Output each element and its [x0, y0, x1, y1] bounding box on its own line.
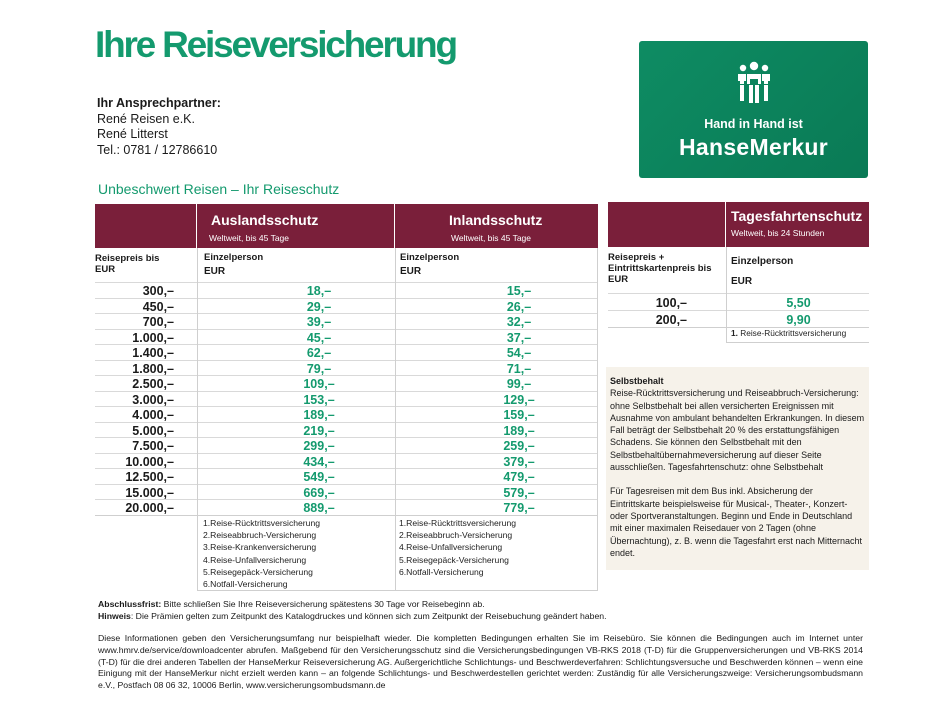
ausland-person-label: Einzelperson [204, 252, 264, 263]
logo-brand: HanseMerkur [678, 134, 829, 160]
price-cell: 300,– [142, 284, 174, 298]
inland-price-cell: 779,– [503, 501, 535, 515]
column-divider [395, 248, 396, 590]
ausland-header [95, 204, 196, 248]
ausland-price-cell: 189,– [303, 408, 335, 422]
price-cell: 4.000,– [132, 408, 174, 422]
tages-row [608, 310, 869, 327]
selbstbehalt-text: Reise-Rücktrittsversicherung und Reiseabbruch-Versicherung: ohne Selbstbehalt bei allen versicherten Ereignissen mit Ausnahme von ambulant behandelten Erkrankungen. In diesem Fall beträgt der Selbstbehalt 20 % des erstattungsfähigen Schadens. Sie können den Selbstbehalt mit den Selbstbehaltübernahmeversicherung auf dieser Seite ausschließen. Tagesfahrtenschutz: ohne Selbstbehalt [610, 388, 865, 473]
inland-price-cell: 32,– [506, 315, 532, 329]
table-row [95, 344, 598, 360]
tages-coverage-item [731, 327, 846, 339]
price-cell: 1.800,– [132, 361, 174, 376]
column-divider [197, 248, 198, 590]
coverage-item: 1.Reise-Rücktrittsversicherung [203, 518, 321, 528]
inland-price-cell: 15,– [506, 284, 532, 298]
tages-table-body [608, 293, 869, 327]
ausland-header-cell [197, 204, 394, 248]
price-cell: 15.000,– [125, 485, 174, 500]
ausland-currency-label: EUR [204, 266, 226, 277]
table-row [95, 298, 598, 314]
abschluss-text: Bitte schließen Sie Ihre Reiseversicherung spätestens 30 Tage vor Reisebeginn ab. [161, 599, 485, 609]
tages-title: Tagesfahrtenschutz [731, 208, 863, 224]
hinweis-text: : Die Prämien gelten zum Zeitpunkt des Katalogdruckes und können sich zum Zeitpunkt der Reisebuchung geändert haben. [130, 610, 607, 621]
inland-currency-label: EUR [400, 266, 422, 277]
contact-company: René Reisen e.K. [97, 111, 195, 126]
price-cell: 10.000,– [125, 454, 174, 469]
ausland-price-cell: 549,– [303, 470, 335, 484]
ausland-price-cell: 669,– [303, 485, 335, 500]
contact-label: Ihr Ansprechpartner: [97, 96, 221, 110]
ausland-price-cell: 45,– [306, 330, 332, 345]
table-row [95, 313, 598, 329]
price-cell: 12.500,– [125, 470, 174, 484]
coverage-item: 2.Reiseabbruch-Versicherung [399, 530, 513, 541]
inland-person-label: Einzelperson [400, 252, 460, 263]
ausland-price-cell: 29,– [306, 299, 332, 314]
ausland-title: Auslandsschutz [211, 212, 319, 228]
table-row [95, 406, 598, 422]
inland-price-cell: 159,– [503, 408, 535, 422]
inland-header-cell [395, 204, 598, 248]
tages-price-cell: 100,– [655, 296, 687, 310]
table-row [95, 391, 598, 407]
price-cell: 3.000,– [132, 392, 174, 407]
ausland-subtitle: Weltweit, bis 45 Tage [209, 233, 290, 243]
table-row [95, 282, 598, 298]
coverage-item: 6.Notfall-Versicherung [399, 566, 484, 577]
inland-price-cell: 479,– [503, 470, 535, 484]
page-title: Ihre Reiseversicherung [95, 24, 456, 65]
hansemerkur-logo [639, 41, 868, 178]
inland-subtitle: Weltweit, bis 45 Tage [451, 233, 532, 243]
table-row [95, 375, 598, 391]
tages-item-number: 1. [731, 328, 738, 338]
section-subtitle: Unbeschwert Reisen – Ihr Reiseschutz [98, 181, 340, 197]
tages-row [608, 293, 869, 310]
inland-coverage-list [399, 517, 516, 578]
tages-item-text: Reise-Rücktrittsversicherung [740, 328, 847, 338]
table-row [95, 437, 598, 453]
inland-price-cell: 71,– [506, 361, 532, 376]
table-divider [95, 515, 598, 516]
tagesreisen-text: Für Tagesreisen mit dem Bus inkl. Absicherung der Eintrittskarte beispielsweise für Musical-, Theater-, Konzert- oder Sportveranstaltungen. Beginn und Ende in Deutschland mit einer maximalen Reisedauer von 2 Tagen (ohne Übernachtung), z. B. wenn die Tagesfahrt erst nach Mitternacht endet. [610, 486, 862, 558]
table-row [95, 468, 598, 484]
table-row [95, 360, 598, 376]
tages-column-divider [726, 247, 727, 342]
coverage-item: 3.Reise-Krankenversicherung [203, 542, 317, 553]
table-row [95, 329, 598, 345]
ausland-price-cell: 79,– [306, 361, 332, 376]
table-row [95, 499, 598, 515]
inland-price-cell: 579,– [503, 485, 535, 500]
ausland-price-cell: 39,– [306, 315, 332, 329]
coverage-item: 4.Reise-Unfallversicherung [399, 542, 503, 553]
ausland-coverage-list [203, 517, 320, 590]
tages-price-label: Reisepreis + Eintrittskartenpreis bis EUR [608, 252, 712, 285]
hinweis-label: Hinweis [98, 610, 131, 621]
notes-block [98, 599, 607, 622]
hand-in-hand-icon [733, 61, 775, 105]
tages-value-cell: 5,50 [786, 296, 811, 310]
price-cell: 5.000,– [132, 423, 174, 438]
ausland-price-cell: 153,– [303, 392, 335, 407]
table-row [95, 453, 598, 469]
inland-price-cell: 26,– [506, 299, 532, 314]
ausland-price-cell: 889,– [303, 501, 335, 515]
coverage-item: 4.Reise-Unfallversicherung [203, 554, 307, 565]
inland-price-cell: 54,– [506, 346, 532, 360]
inland-price-cell: 189,– [503, 423, 535, 438]
inland-price-cell: 379,– [503, 454, 535, 469]
ausland-price-cell: 434,– [303, 454, 335, 469]
price-cell: 450,– [142, 299, 174, 314]
price-cell: 2.500,– [132, 377, 174, 391]
table-row [95, 484, 598, 500]
selbstbehalt-box [606, 367, 869, 570]
ausland-price-cell: 18,– [306, 284, 332, 298]
ausland-price-cell: 299,– [303, 439, 335, 453]
coverage-item: 6.Notfall-Versicherung [203, 579, 288, 590]
ausland-price-cell: 109,– [303, 377, 335, 391]
tages-header-cell [726, 202, 869, 247]
table-row [95, 422, 598, 438]
tages-bottom [726, 342, 869, 343]
inland-price-cell: 129,– [503, 392, 535, 407]
price-cell: 7.500,– [132, 439, 174, 453]
coverage-item: 5.Reisegepäck-Versicherung [399, 554, 509, 565]
inland-price-cell: 37,– [506, 330, 532, 345]
price-table-body [95, 282, 598, 515]
abschluss-label: Abschlussfrist: [98, 599, 162, 609]
price-column-label: Reisepreis bis EUR [95, 253, 160, 275]
price-cell: 1.400,– [132, 346, 174, 360]
legal-text: Diese Informationen geben den Versicherungsumfang nur beispielhaft wieder. Die kompletten Bedingungen erhalten Sie im Reisebüro. Sie können die Bedingungen auch im Internet unter www.hmrv.de/service/downloadcenter abrufen. Maßgebend für den Versicherungsschutz sind die Versicherungsbedingungen VB-RKS 2018 (T-D) für die Gruppenversicherungen und VB-RKS 2014 (T-D) für die drei anderen Tabellen der HanseMerkur Reiseversicherung AG. Außergerichtliche Schlichtungs- und Beschwerdeverfahren: Schlichtungsversuche und Beschwerden können – wenn eine Einigung mit der HanseMerkur nicht erzielt werden kann – an folgende Schlichtungs- und Beschwerdestellen gerichtet werden: Zuständig für alle Versicherungszweige: Versicherungsombudsmann e.V., Postfach 08 06 32, 10006 Berlin, www.versicherungsombudsmann.de [98, 633, 863, 691]
coverage-item: 1.Reise-Rücktrittsversicherung [399, 518, 517, 528]
price-cell: 1.000,– [132, 330, 174, 345]
tages-person-label: Einzelperson [731, 256, 794, 267]
inland-price-cell: 99,– [506, 377, 532, 391]
contact-person: René Litterst [97, 127, 168, 141]
ausland-price-cell: 62,– [306, 346, 332, 360]
logo-slogan: Hand in Hand ist [704, 117, 803, 131]
coverage-item: 2.Reiseabbruch-Versicherung [203, 530, 317, 541]
coverage-item: 5.Reisegepäck-Versicherung [203, 566, 313, 577]
selbstbehalt-title: Selbstbehalt [610, 376, 664, 386]
contact-block [97, 96, 221, 158]
column-divider [597, 248, 598, 590]
tages-value-cell: 9,90 [786, 313, 811, 327]
price-cell: 700,– [142, 315, 174, 329]
tages-currency-label: EUR [731, 276, 753, 287]
tages-subtitle: Weltweit, bis 24 Stunden [731, 228, 825, 238]
ausland-price-cell: 219,– [303, 423, 335, 438]
inland-title: Inlandsschutz [449, 212, 543, 228]
tages-header [608, 202, 725, 247]
price-cell: 20.000,– [125, 501, 174, 515]
contact-phone: Tel.: 0781 / 12786610 [97, 142, 218, 157]
inland-price-cell: 259,– [503, 439, 535, 453]
tages-price-cell: 200,– [655, 313, 687, 327]
